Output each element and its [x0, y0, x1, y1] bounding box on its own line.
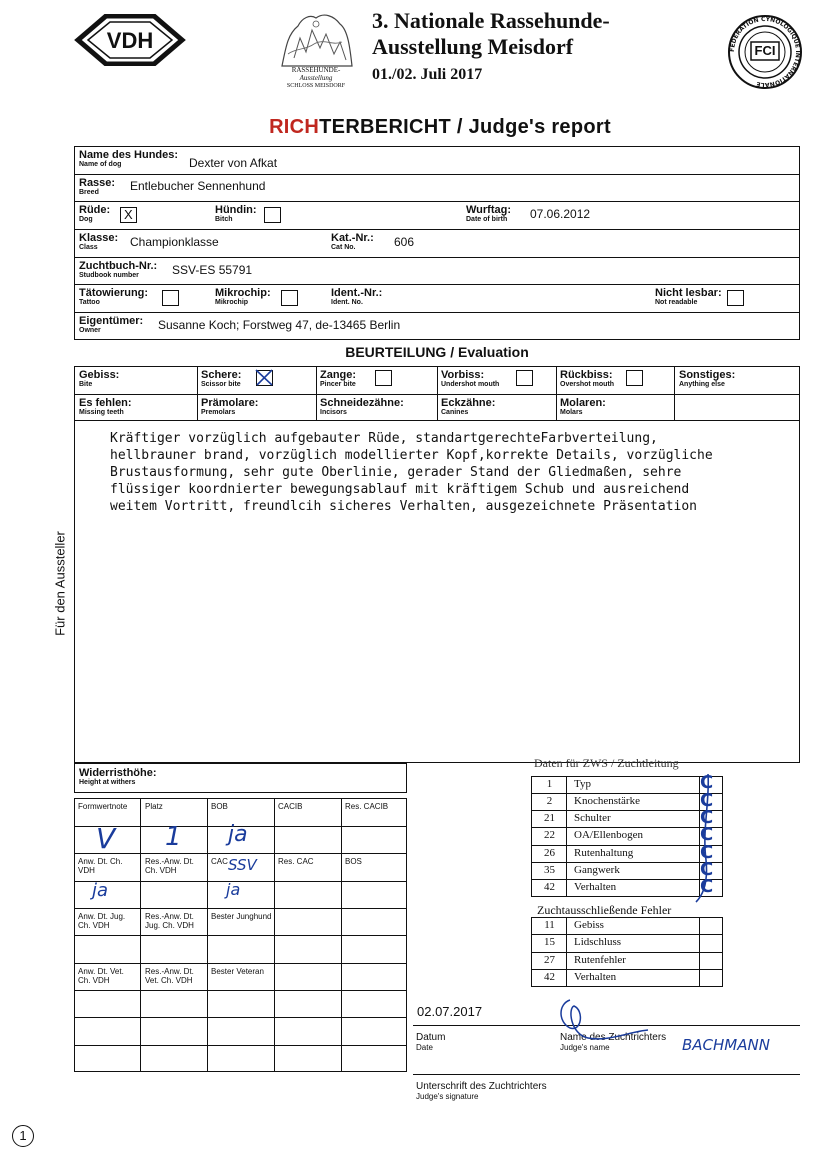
award-value-anw-dt-ch: ja	[92, 880, 109, 901]
award-value-platz: 1	[165, 822, 182, 852]
vdh-logo	[74, 14, 186, 66]
dog-name-value: Dexter von Afkat	[189, 156, 278, 170]
male-checkbox[interactable]	[120, 207, 137, 223]
award-label-res-cac: Res. CAC	[278, 857, 314, 866]
fci-logo	[727, 14, 803, 90]
other-label: Sonstiges: Anything else	[679, 369, 736, 388]
show-title-line1: 3. Nationale Rassehunde-	[372, 8, 610, 33]
class-value: Championklasse	[130, 235, 219, 249]
award-label-anw-dt-ch: Anw. Dt. Ch. VDH	[78, 857, 123, 875]
tattoo-label: Tätowierung: Tattoo	[79, 287, 149, 306]
breed-label: Rasse: Breed	[79, 177, 116, 196]
fault-row: 42 Verhalten	[544, 971, 617, 983]
fault-row: 27 Rutenfehler	[544, 954, 626, 966]
canines-label: Eckzähne: Canines	[441, 397, 496, 416]
zws-ink-mark: C	[700, 824, 714, 845]
award-label-res-anw-dt-ch: Res.-Anw. Dt. Ch. VDH	[145, 857, 194, 875]
tattoo-checkbox[interactable]	[162, 290, 179, 306]
fci-logo-text: FCI	[754, 43, 776, 58]
breed-value: Entlebucher Sennenhund	[130, 179, 266, 193]
studbook-value: SSV-ES 55791	[172, 263, 253, 277]
premolars-label: Prämolare: Premolars	[201, 397, 259, 416]
evaluation-text-line: flüssiger koordnierter bewegungsablauf mit kräftigem Schub und ausreichend	[110, 482, 690, 497]
award-cac-ink: SSV	[228, 856, 257, 874]
award-label-formwertnote: Formwertnote	[78, 802, 128, 811]
award-label-bos: BOS	[345, 857, 362, 866]
award-label-anw-dt-vet-ch: Anw. Dt. Vet. Ch. VDH	[78, 967, 124, 985]
male-label: Rüde: Dog	[79, 204, 111, 223]
award-label-res-cacib: Res. CACIB	[345, 802, 389, 811]
scissor-label: Schere: Scissor bite	[201, 369, 242, 388]
evaluation-heading: BEURTEILUNG / Evaluation	[345, 344, 529, 360]
fault-row: 11 Gebiss	[544, 919, 604, 931]
award-label-cacib: CACIB	[278, 802, 303, 811]
evaluation-table	[74, 366, 800, 763]
award-label-res-anw-dt-vet-ch: Res.-Anw. Dt. Vet. Ch. VDH	[145, 967, 194, 985]
zws-ink-mark: C	[700, 772, 714, 793]
zws-row: 21 Schulter	[544, 812, 611, 824]
award-label-cac: CAC	[211, 857, 228, 866]
chip-label: Mikrochip: Mikrochip	[215, 287, 271, 306]
evaluation-text-line: Brustausformung, sehr gute Oberlinie, gerader Stand der Gliedmaßen, sehre	[110, 465, 682, 480]
undershot-checkbox[interactable]	[516, 370, 533, 386]
owner-value: Susanne Koch; Forstweg 47, de-13465 Berlin	[158, 318, 401, 332]
overshot-label: Rückbiss: Overshot mouth	[560, 369, 615, 388]
dob-value: 07.06.2012	[530, 207, 591, 221]
undershot-label: Vorbiss: Undershot mouth	[441, 369, 500, 388]
zws-row: 2 Knochenstärke	[546, 795, 640, 807]
castle-logo-text: RASSEHUNDE-	[291, 66, 341, 74]
zws-ink-mark: C	[700, 842, 714, 863]
award-value-cac: ja	[226, 880, 241, 899]
overshot-checkbox[interactable]	[626, 370, 643, 386]
date-label: Datum Date	[416, 1032, 446, 1052]
female-label: Hündin: Bitch	[215, 204, 257, 223]
evaluation-text-line: hellbrauner brand, vorzüglich modellierter Kopf,korrekte Details, vorzügliche	[110, 448, 713, 463]
show-title-line2: Ausstellung Meisdorf	[372, 34, 574, 59]
date-value: 02.07.2017	[417, 1004, 483, 1019]
show-date: 01./02. Juli 2017	[372, 66, 483, 83]
zws-heading: Daten für ZWS / Zuchtleitung	[534, 756, 679, 770]
owner-label: Eigentümer: Owner	[79, 315, 144, 334]
zws-row: 35 Gangwerk	[544, 864, 620, 876]
chip-checkbox[interactable]	[281, 290, 298, 306]
report-title	[0, 116, 827, 139]
award-label-bester-veteran: Bester Veteran	[211, 967, 264, 976]
not-readable-label: Nicht lesbar: Not readable	[655, 287, 722, 306]
scissor-check-mark	[254, 368, 274, 386]
bite-label: Gebiss: Bite	[79, 369, 120, 388]
ident-label: Ident.-Nr.: Ident. No.	[331, 287, 383, 306]
zws-row: 1 Typ	[546, 778, 591, 790]
pincer-checkbox[interactable]	[375, 370, 392, 386]
award-value-formwertnote: V	[96, 822, 116, 855]
side-label: Für den Aussteller	[52, 531, 68, 636]
zws-row: 42 Verhalten	[544, 881, 617, 893]
studbook-label: Zuchtbuch-Nr.: Studbook number	[79, 260, 158, 279]
evaluation-text	[110, 430, 795, 515]
zws-row: 26 Rutenhaltung	[544, 847, 634, 859]
award-label-res-anw-dt-jug-ch: Res.-Anw. Dt. Jug. Ch. VDH	[145, 912, 194, 930]
male-check-mark: X	[124, 207, 133, 222]
award-label-bester-junghund: Bester Junghund	[211, 912, 272, 921]
female-checkbox[interactable]	[264, 207, 281, 223]
judge-name-label: Name des Zuchtrichters Judge's name	[560, 1032, 667, 1052]
class-label: Klasse: Class	[79, 232, 119, 251]
faults-heading: Zuchtausschließende Fehler	[537, 903, 672, 917]
scissor-checkbox[interactable]	[256, 370, 273, 386]
cat-no-label: Kat.-Nr.: Cat No.	[331, 232, 374, 251]
castle-logo-text: Ausstellung	[299, 74, 333, 82]
molars-label: Molaren: Molars	[560, 397, 606, 416]
not-readable-checkbox[interactable]	[727, 290, 744, 306]
incisors-label: Schneidezähne: Incisors	[320, 397, 404, 416]
show-title	[372, 8, 672, 87]
zws-ink-mark: C	[700, 859, 714, 880]
page-number: 1	[12, 1125, 34, 1147]
award-label-bob: BOB	[211, 802, 228, 811]
award-label-platz: Platz	[145, 802, 163, 811]
zws-ink-stroke	[690, 770, 720, 910]
height-label: Widerristhöhe: Height at withers	[79, 767, 157, 786]
report-title-rest: TERBERICHT / Judge's report	[319, 116, 611, 138]
signature-label: Unterschrift des Zuchtrichters Judge's signature	[416, 1081, 547, 1101]
cat-no-value: 606	[394, 235, 415, 249]
zws-ink-mark: C	[700, 807, 714, 828]
fci-ring-text: FEDERATION CYNOLOGIQUE INTERNATIONALE	[728, 15, 802, 89]
pincer-label: Zange: Pincer bite	[320, 369, 357, 388]
evaluation-text-line: Kräftiger vorzüglich aufgebauter Rüde, standartgerechteFarbverteilung,	[110, 431, 658, 446]
judge-name-value: BACHMANN	[682, 1036, 770, 1054]
award-value-bob: ja	[228, 822, 248, 847]
vdh-logo-text: VDH	[106, 28, 154, 53]
castle-logo	[276, 8, 356, 92]
dog-name-label: Name des Hundes: Name of dog	[79, 149, 179, 168]
missing-teeth-label: Es fehlen: Missing teeth	[79, 397, 132, 416]
award-label-anw-dt-jug-ch: Anw. Dt. Jug. Ch. VDH	[78, 912, 126, 930]
dob-label: Wurftag: Date of birth	[466, 204, 512, 223]
fault-row: 15 Lidschluss	[544, 936, 622, 948]
castle-logo-text: SCHLOSS MEISDORF	[286, 83, 346, 89]
zws-ink-mark: C	[700, 790, 714, 811]
evaluation-text-line: weitem Vortritt, freundlcih sicheres Verhalten, ausgezeichnete Präsentation	[110, 499, 697, 514]
report-title-red: RICH	[269, 116, 320, 138]
zws-row: 22 OA/Ellenbogen	[544, 829, 644, 841]
zws-ink-mark: C	[700, 876, 714, 897]
signature-scribble	[548, 994, 668, 1054]
